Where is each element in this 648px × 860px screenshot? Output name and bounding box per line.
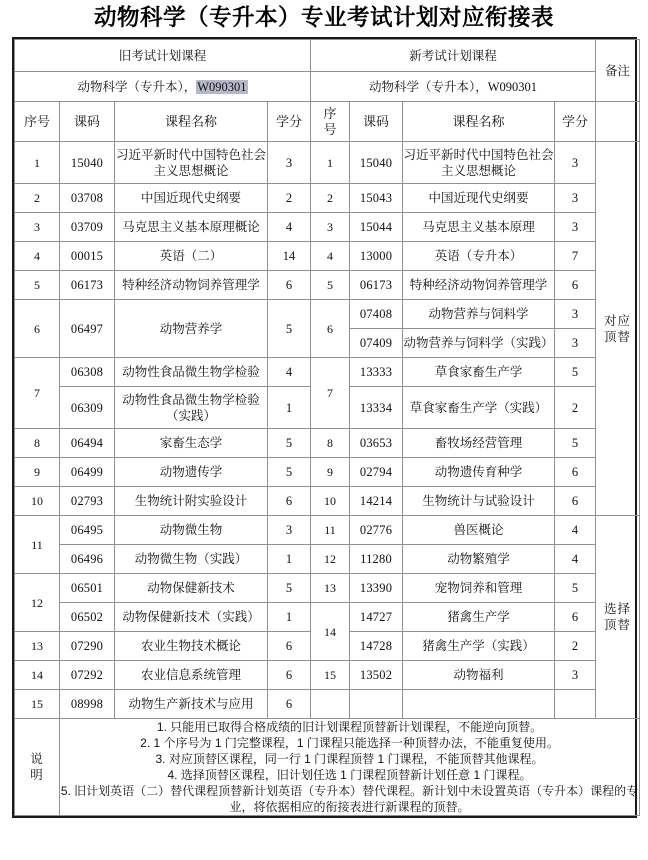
old-no: 3	[15, 213, 60, 242]
old-credit: 4	[268, 358, 311, 387]
old-name: 动物遗传学	[115, 458, 268, 487]
note-item: 2. 1 个序号为 1 门完整课程，1 门课程只能选择一种顶替办法，不能重复使用。	[140, 736, 559, 750]
old-credit: 6	[268, 690, 311, 719]
new-credit-empty	[555, 690, 596, 719]
table-row	[15, 358, 640, 387]
old-credit: 5	[268, 574, 311, 603]
old-name: 动物保健新技术	[115, 574, 268, 603]
old-code: 06494	[60, 429, 115, 458]
old-plan-group-header: 旧考试计划课程	[15, 40, 311, 72]
new-credit: 6	[555, 487, 596, 516]
new-name: 特种经济动物饲养管理学	[403, 271, 555, 300]
new-code: 13333	[350, 358, 403, 387]
new-credit: 5	[555, 574, 596, 603]
new-name: 畜牧场经营管理	[403, 429, 555, 458]
old-code: 06309	[60, 387, 115, 429]
new-code-empty	[350, 690, 403, 719]
old-code: 03709	[60, 213, 115, 242]
old-no: 5	[15, 271, 60, 300]
col-new-credit: 学分	[555, 102, 596, 142]
new-credit: 3	[555, 300, 596, 329]
group-header-row	[15, 40, 640, 72]
old-name: 特种经济动物饲养管理学	[115, 271, 268, 300]
new-name: 动物福利	[403, 661, 555, 690]
new-name: 动物遗传育种学	[403, 458, 555, 487]
new-no: 12	[311, 545, 350, 574]
new-credit: 3	[555, 142, 596, 184]
old-name: 动物营养学	[115, 300, 268, 358]
new-name: 马克思主义基本原理	[403, 213, 555, 242]
old-credit: 1	[268, 545, 311, 574]
new-no: 13	[311, 574, 350, 603]
old-credit: 6	[268, 661, 311, 690]
old-plan-code-highlighted: W090301	[197, 79, 247, 94]
col-old-no: 序号	[15, 102, 60, 142]
table-row	[15, 574, 640, 603]
new-code: 14728	[350, 632, 403, 661]
old-code: 07292	[60, 661, 115, 690]
old-no: 4	[15, 242, 60, 271]
old-name: 动物保健新技术（实践）	[115, 603, 268, 632]
page-title: 动物科学（专升本）专业考试计划对应衔接表	[93, 5, 554, 30]
new-code: 15043	[350, 184, 403, 213]
course-mapping-table-container	[12, 37, 637, 818]
new-credit: 5	[555, 429, 596, 458]
new-name: 生物统计与试验设计	[403, 487, 555, 516]
old-credit: 2	[268, 184, 311, 213]
table-row	[15, 429, 640, 458]
col-new-code: 课码	[350, 102, 403, 142]
old-code: 06308	[60, 358, 115, 387]
old-no: 8	[15, 429, 60, 458]
column-header-row	[15, 102, 640, 142]
new-credit: 3	[555, 184, 596, 213]
table-row	[15, 142, 640, 184]
old-code: 06173	[60, 271, 115, 300]
new-name: 猪禽生产学（实践）	[403, 632, 555, 661]
old-plan-code-cell	[15, 72, 311, 102]
note-item: 1. 只能用已取得合格成绩的旧计划课程顶替新计划课程，不能逆向顶替。	[156, 720, 543, 734]
col-old-code: 课码	[60, 102, 115, 142]
remark-column-header: 备注	[596, 40, 640, 102]
new-name: 宠物饲养和管理	[403, 574, 555, 603]
old-credit: 5	[268, 429, 311, 458]
old-name: 农业信息系统管理	[115, 661, 268, 690]
new-name: 习近平新时代中国特色社会主义思想概论	[403, 142, 555, 184]
new-credit: 7	[555, 242, 596, 271]
remark-optional: 选择 顶替	[596, 516, 640, 719]
new-no: 6	[311, 300, 350, 358]
old-credit: 6	[268, 271, 311, 300]
old-code: 15040	[60, 142, 115, 184]
new-no: 4	[311, 242, 350, 271]
new-name: 英语（专升本）	[403, 242, 555, 271]
old-name: 生物统计附实验设计	[115, 487, 268, 516]
new-no: 3	[311, 213, 350, 242]
col-old-name: 课程名称	[115, 102, 268, 142]
old-no: 15	[15, 690, 60, 719]
new-no: 15	[311, 661, 350, 690]
new-plan-group-header: 新考试计划课程	[311, 40, 596, 72]
new-code: 13390	[350, 574, 403, 603]
course-mapping-table	[14, 39, 640, 816]
old-no: 6	[15, 300, 60, 358]
old-name: 动物微生物（实践）	[115, 545, 268, 574]
old-credit: 6	[268, 487, 311, 516]
new-code: 02794	[350, 458, 403, 487]
old-no: 9	[15, 458, 60, 487]
table-row	[15, 545, 640, 574]
table-row	[15, 300, 640, 329]
plan-code-row	[15, 72, 640, 102]
note-item: 5. 旧计划英语（二）替代课程顶替新计划英语（专升本）替代课程。新计划中未设置英语（专升本）课程的专业，将依据相应的衔接表进行新课程的顶替。	[60, 784, 639, 814]
table-row	[15, 271, 640, 300]
new-name: 中国近现代史纲要	[403, 184, 555, 213]
new-code: 15044	[350, 213, 403, 242]
old-code: 06499	[60, 458, 115, 487]
notes-body	[60, 719, 640, 816]
old-code: 06501	[60, 574, 115, 603]
old-name: 英语（二）	[115, 242, 268, 271]
new-credit: 6	[555, 271, 596, 300]
new-credit: 5	[555, 358, 596, 387]
new-code: 13502	[350, 661, 403, 690]
old-code: 06502	[60, 603, 115, 632]
old-code: 00015	[60, 242, 115, 271]
new-no: 2	[311, 184, 350, 213]
old-credit: 3	[268, 516, 311, 545]
note-item: 3. 对应顶替区课程，同一行 1 门课程顶替 1 门课程，不能顶替其他课程。	[155, 752, 544, 766]
table-row	[15, 184, 640, 213]
new-name: 猪禽生产学	[403, 603, 555, 632]
old-credit: 1	[268, 603, 311, 632]
old-name: 动物性食品微生物学检验（实践）	[115, 387, 268, 429]
old-credit: 3	[268, 142, 311, 184]
old-credit: 4	[268, 213, 311, 242]
new-no: 11	[311, 516, 350, 545]
old-credit: 6	[268, 632, 311, 661]
new-code: 14214	[350, 487, 403, 516]
table-row	[15, 458, 640, 487]
new-code: 14727	[350, 603, 403, 632]
old-code: 08998	[60, 690, 115, 719]
new-plan-code-cell: 动物科学（专升本），W090301	[311, 72, 596, 102]
old-no: 11	[15, 516, 60, 574]
new-no: 1	[311, 142, 350, 184]
table-row	[15, 516, 640, 545]
old-no: 1	[15, 142, 60, 184]
old-credit: 5	[268, 300, 311, 358]
document-page	[0, 3, 648, 860]
new-name: 兽医概论	[403, 516, 555, 545]
old-no: 2	[15, 184, 60, 213]
new-no: 14	[311, 603, 350, 661]
old-name: 马克思主义基本原理概论	[115, 213, 268, 242]
old-credit: 5	[268, 458, 311, 487]
new-credit: 4	[555, 545, 596, 574]
new-code: 03653	[350, 429, 403, 458]
new-no: 5	[311, 271, 350, 300]
notes-label: 说 明	[15, 719, 60, 816]
new-code: 11280	[350, 545, 403, 574]
old-code: 06496	[60, 545, 115, 574]
new-no: 7	[311, 358, 350, 429]
table-row	[15, 242, 640, 271]
new-name: 草食家畜生产学（实践）	[403, 387, 555, 429]
new-credit: 2	[555, 632, 596, 661]
new-no: 8	[311, 429, 350, 458]
old-no: 13	[15, 632, 60, 661]
new-code: 07408	[350, 300, 403, 329]
new-name: 动物营养与饲料学	[403, 300, 555, 329]
new-name: 草食家畜生产学	[403, 358, 555, 387]
old-name: 家畜生态学	[115, 429, 268, 458]
col-old-credit: 学分	[268, 102, 311, 142]
table-row	[15, 603, 640, 632]
col-new-no: 序 号	[311, 102, 350, 142]
old-name: 动物生产新技术与应用	[115, 690, 268, 719]
new-name-empty	[403, 690, 555, 719]
new-no: 10	[311, 487, 350, 516]
notes-row	[15, 719, 640, 816]
note-item: 4. 选择顶替区课程，旧计划任选 1 门课程顶替新计划任意 1 门课程。	[167, 768, 532, 782]
new-name: 动物营养与饲料学（实践）	[403, 329, 555, 358]
new-credit: 3	[555, 213, 596, 242]
new-code: 13000	[350, 242, 403, 271]
old-code: 06495	[60, 516, 115, 545]
new-credit: 6	[555, 458, 596, 487]
old-no: 7	[15, 358, 60, 429]
new-credit: 4	[555, 516, 596, 545]
old-name: 习近平新时代中国特色社会主义思想概论	[115, 142, 268, 184]
old-code: 03708	[60, 184, 115, 213]
new-code: 07409	[350, 329, 403, 358]
remark-corresponding: 对应 顶替	[596, 142, 640, 516]
table-row	[15, 661, 640, 690]
old-name: 动物性食品微生物学检验	[115, 358, 268, 387]
table-row	[15, 690, 640, 719]
new-code: 13334	[350, 387, 403, 429]
old-credit: 1	[268, 387, 311, 429]
old-plan-name: 动物科学（专升本），	[77, 79, 197, 94]
old-code: 06497	[60, 300, 115, 358]
old-no: 14	[15, 661, 60, 690]
new-credit: 6	[555, 603, 596, 632]
old-no: 12	[15, 574, 60, 632]
new-credit: 3	[555, 661, 596, 690]
new-no-empty	[311, 690, 350, 719]
old-code: 02793	[60, 487, 115, 516]
old-name: 农业生物技术概论	[115, 632, 268, 661]
old-code: 07290	[60, 632, 115, 661]
new-credit: 3	[555, 329, 596, 358]
remark-blank-cell	[596, 102, 640, 142]
old-name: 中国近现代史纲要	[115, 184, 268, 213]
table-row	[15, 213, 640, 242]
new-no: 9	[311, 458, 350, 487]
new-credit: 2	[555, 387, 596, 429]
new-name: 动物繁殖学	[403, 545, 555, 574]
col-new-name: 课程名称	[403, 102, 555, 142]
old-no: 10	[15, 487, 60, 516]
new-code: 02776	[350, 516, 403, 545]
old-credit: 14	[268, 242, 311, 271]
old-name: 动物微生物	[115, 516, 268, 545]
table-row	[15, 487, 640, 516]
new-code: 06173	[350, 271, 403, 300]
new-code: 15040	[350, 142, 403, 184]
